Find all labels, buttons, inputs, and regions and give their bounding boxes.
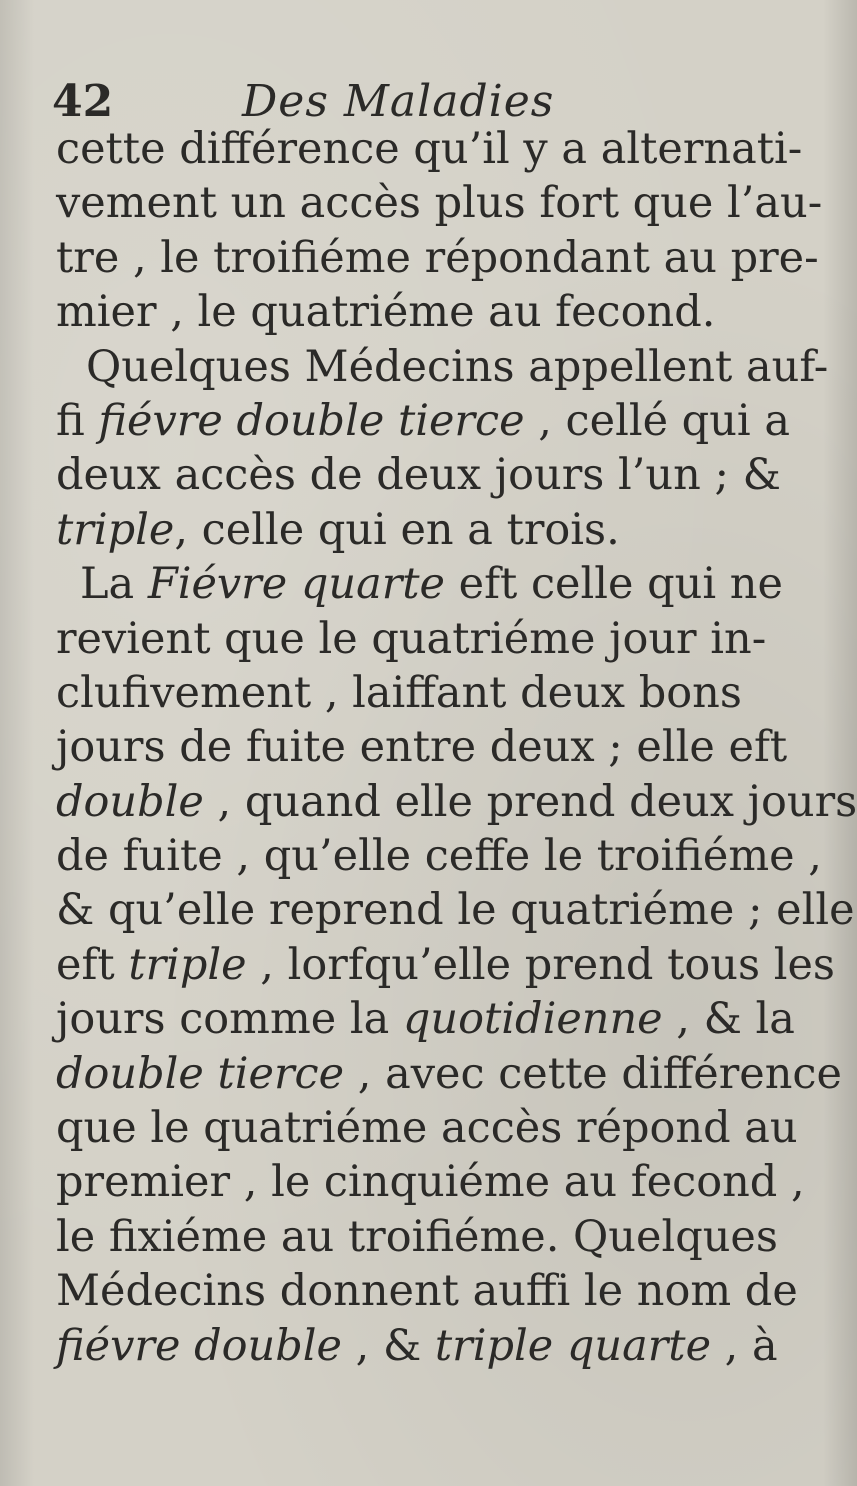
italic-term: Fiévre quarte: [147, 559, 445, 610]
italic-term: double tierce: [56, 1048, 345, 1099]
text-run: eft: [56, 939, 129, 990]
text-run: , quand elle prend deux jours: [203, 776, 857, 827]
text-line: & qu’elle reprend le quatriéme ; elle: [56, 885, 855, 936]
running-title: Des Maladies: [242, 76, 555, 127]
text-line: jours de fuite entre deux ; elle eft: [56, 722, 788, 773]
text-line: revient que le quatriéme jour in-: [56, 613, 767, 664]
italic-term: double: [56, 776, 204, 827]
italic-term: triple: [56, 504, 175, 555]
text-run: , celle qui en a trois.: [174, 504, 620, 555]
text-run: eft celle qui ne: [445, 559, 783, 610]
text-line: mier , le quatriéme au fecond.: [56, 287, 716, 338]
text-line: [56, 503, 756, 557]
text-line: le fixiéme au troifiéme. Quelques: [56, 1211, 778, 1262]
text-line: [56, 775, 857, 829]
text-run: jours comme la: [56, 994, 403, 1045]
text-run: , cellé qui a: [524, 395, 790, 446]
text-run: La: [80, 559, 148, 610]
text-line: Quelques Médecins appellent auf-: [86, 341, 829, 392]
italic-term: fiévre double tierce: [98, 395, 525, 446]
text-line: [56, 992, 795, 1046]
body-text: [56, 122, 857, 1373]
text-run: , & la: [662, 994, 795, 1045]
text-run: fi: [56, 395, 99, 446]
text-run: , avec cette différence: [344, 1048, 842, 1099]
text-run: , lorfqu’elle prend tous les: [246, 939, 835, 990]
text-line: premier , le cinquiéme au fecond ,: [56, 1157, 805, 1208]
text-run: , à: [711, 1320, 778, 1371]
text-line: [56, 938, 835, 992]
italic-term: triple: [128, 939, 247, 990]
text-line: de fuite , qu’elle ceffe le troifiéme ,: [56, 831, 822, 882]
text-line: cette différence qu’il y a alternati-: [56, 124, 803, 174]
text-line: [56, 1319, 778, 1373]
text-line: deux accès de deux jours l’un ; &: [56, 450, 781, 501]
text-line: vement un accès plus fort que l’au-: [56, 178, 823, 229]
text-line: Médecins donnent auffi le nom de: [56, 1266, 798, 1317]
text-line: clufivement , laiffant deux bons: [56, 667, 742, 718]
italic-term: quotidienne: [402, 994, 663, 1045]
italic-term: fiévre double: [56, 1320, 342, 1371]
text-line: [56, 557, 783, 611]
italic-term: triple quarte: [434, 1320, 712, 1371]
text-line: tre , le troifiéme répondant au pre-: [56, 232, 819, 283]
text-run: , &: [341, 1320, 435, 1371]
text-line: [56, 1047, 842, 1101]
text-line: que le quatriéme accès répond au: [56, 1103, 798, 1154]
page-number: 42: [52, 76, 114, 127]
text-line: [56, 394, 790, 448]
